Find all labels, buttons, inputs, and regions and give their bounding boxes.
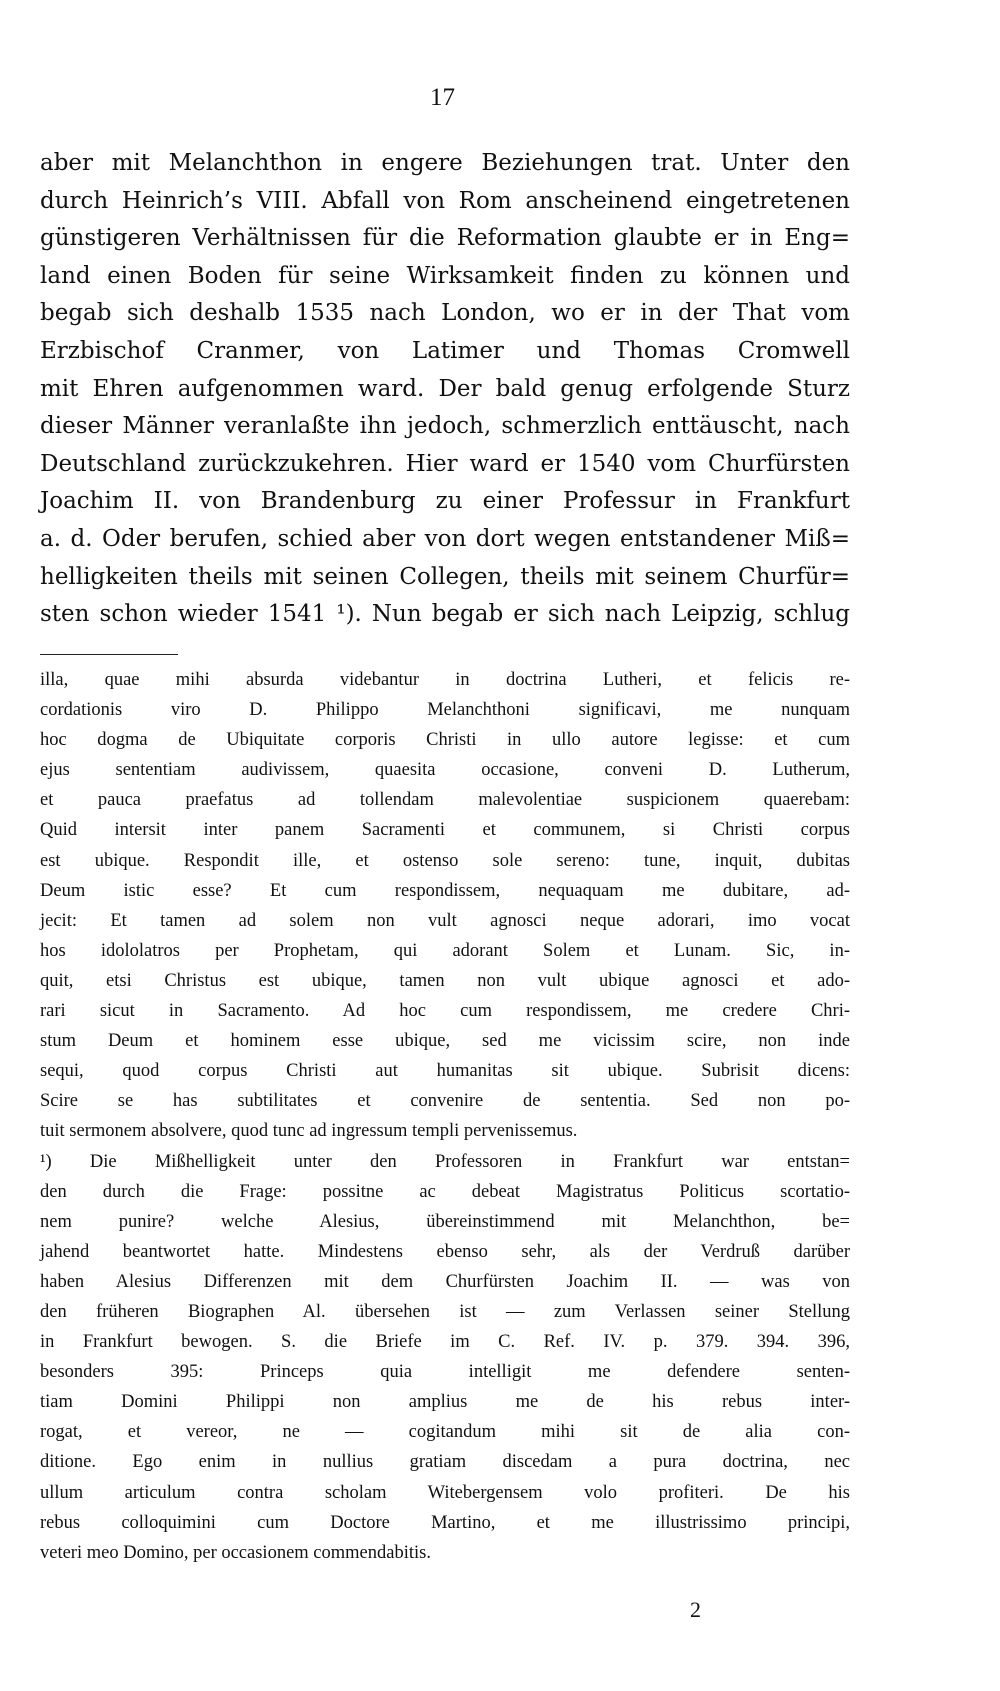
main-text-line: dieser Männer veranlaßte ihn jedoch, schmerzlich enttäuscht, nach xyxy=(40,413,850,440)
main-text-line: mit Ehren aufgenommen ward. Der bald genug erfolgende Sturz xyxy=(40,375,850,402)
footnote-1-line: besonders 395: Princeps quia intelligit me defendere senten- xyxy=(40,1362,850,1383)
footnote-1-line: tiam Domini Philippi non amplius me de his rebus inter- xyxy=(40,1392,850,1413)
footnote-latin-line: sequi, quod corpus Christi aut humanitas sit ubique. Subrisit dicens: xyxy=(40,1061,850,1082)
footnote-latin-line: illa, quae mihi absurda videbantur in doctrina Lutheri, et felicis re- xyxy=(40,670,850,690)
main-text-line: aber mit Melanchthon in engere Beziehungen trat. Unter den xyxy=(40,150,850,176)
printer-signature-mark: 2 xyxy=(690,1597,701,1622)
page-number: 17 xyxy=(430,84,455,111)
main-text-line: durch Heinrich’s VIII. Abfall von Rom anscheinend eingetretenen xyxy=(40,187,850,214)
main-text-line: Erzbischof Cranmer, von Latimer und Thomas Cromwell xyxy=(40,337,850,364)
footnote-1-line: ditione. Ego enim in nullius gratiam discedam a pura doctrina, nec xyxy=(40,1452,850,1473)
main-text-line: Joachim II. von Brandenburg zu einer Professur in Frankfurt xyxy=(40,488,850,515)
main-text-line: a. d. Oder berufen, schied aber von dort wegen entstandener Miß= xyxy=(40,525,850,552)
footnote-1-line: rebus colloquimini cum Doctore Martino, et me illustrissimo principi, xyxy=(40,1512,850,1533)
footnote-latin-line: Deum istic esse? Et cum respondissem, nequaquam me dubitare, ad- xyxy=(40,880,850,901)
main-text-line: sten schon wieder 1541 ¹). Nun begab er sich nach Leipzig, schlug xyxy=(40,601,850,628)
main-text-line: land einen Boden für seine Wirksamkeit finden zu können und xyxy=(40,262,850,289)
footnote-separator-rule xyxy=(40,654,178,655)
footnote-1-line: nem punire? welche Alesius, übereinstimmend mit Melanchthon, be= xyxy=(40,1211,850,1232)
footnote-latin-line: ejus sententiam audivissem, quaesita occasione, conveni D. Lutherum, xyxy=(40,760,850,781)
footnote-1-line: ¹) Die Mißhelligkeit unter den Professoren in Frankfurt war entstan= xyxy=(40,1151,850,1172)
footnote-latin-line: et pauca praefatus ad tollendam malevolentiae suspicionem quaerebam: xyxy=(40,790,850,811)
footnote-1-line: den durch die Frage: possitne ac debeat Magistratus Politicus scortatio- xyxy=(40,1181,850,1202)
footnote-1-line: veteri meo Domino, per occasionem commendabitis. xyxy=(40,1542,431,1563)
footnotes-block xyxy=(40,665,850,1568)
footnote-1-line: rogat, et vereor, ne — cogitandum mihi sit de alia con- xyxy=(40,1422,850,1443)
main-text-line: günstigeren Verhältnissen für die Reformation glaubte er in Eng= xyxy=(40,225,850,252)
footnote-latin-line: est ubique. Respondit ille, et ostenso sole sereno: tune, inquit, dubitas xyxy=(40,850,850,871)
footnote-latin-line: Scire se has subtilitates et convenire de sententia. Sed non po- xyxy=(40,1091,850,1112)
footnote-latin-line: tuit sermonem absolvere, quod tunc ad ingressum templi pervenissemus. xyxy=(40,1121,578,1142)
footnote-1-line: ullum articulum contra scholam Witebergensem volo profiteri. De his xyxy=(40,1482,850,1503)
footnote-1-line: haben Alesius Differenzen mit dem Churfürsten Joachim II. — was von xyxy=(40,1271,850,1292)
footnote-latin-line: stum Deum et hominem esse ubique, sed me vicissim scire, non inde xyxy=(40,1031,850,1052)
footnote-latin-line: Quid intersit inter panem Sacramenti et communem, si Christi corpus xyxy=(40,820,850,841)
footnote-1-line: den früheren Biographen Al. übersehen ist — zum Verlassen seiner Stellung xyxy=(40,1301,850,1322)
footnote-1-line: in Frankfurt bewogen. S. die Briefe im C. Ref. IV. p. 379. 394. 396, xyxy=(40,1332,850,1353)
footnote-latin-line: cordationis viro D. Philippo Melanchthoni significavi, me nunquam xyxy=(40,700,850,721)
footnote-latin-line: hos idololatros per Prophetam, qui adorant Solem et Lunam. Sic, in- xyxy=(40,940,850,961)
footnote-latin-line: rari sicut in Sacramento. Ad hoc cum respondissem, me credere Chri- xyxy=(40,1001,850,1022)
main-text-block xyxy=(40,145,850,634)
footnote-latin-line: quit, etsi Christus est ubique, tamen non vult ubique agnosci et ado- xyxy=(40,970,850,991)
footnote-1-line: jahend beantwortet hatte. Mindestens ebenso sehr, als der Verdruß darüber xyxy=(40,1241,850,1262)
footnote-latin-line: hoc dogma de Ubiquitate corporis Christi in ullo autore legisse: et cum xyxy=(40,730,850,751)
main-text-line: Deutschland zurückzukehren. Hier ward er 1540 vom Churfürsten xyxy=(40,450,850,477)
main-text-line: begab sich deshalb 1535 nach London, wo er in der That vom xyxy=(40,300,850,327)
main-text-line: helligkeiten theils mit seinen Collegen, theils mit seinem Churfür= xyxy=(40,563,850,590)
footnote-latin-line: jecit: Et tamen ad solem non vult agnosci neque adorari, imo vocat xyxy=(40,910,850,931)
